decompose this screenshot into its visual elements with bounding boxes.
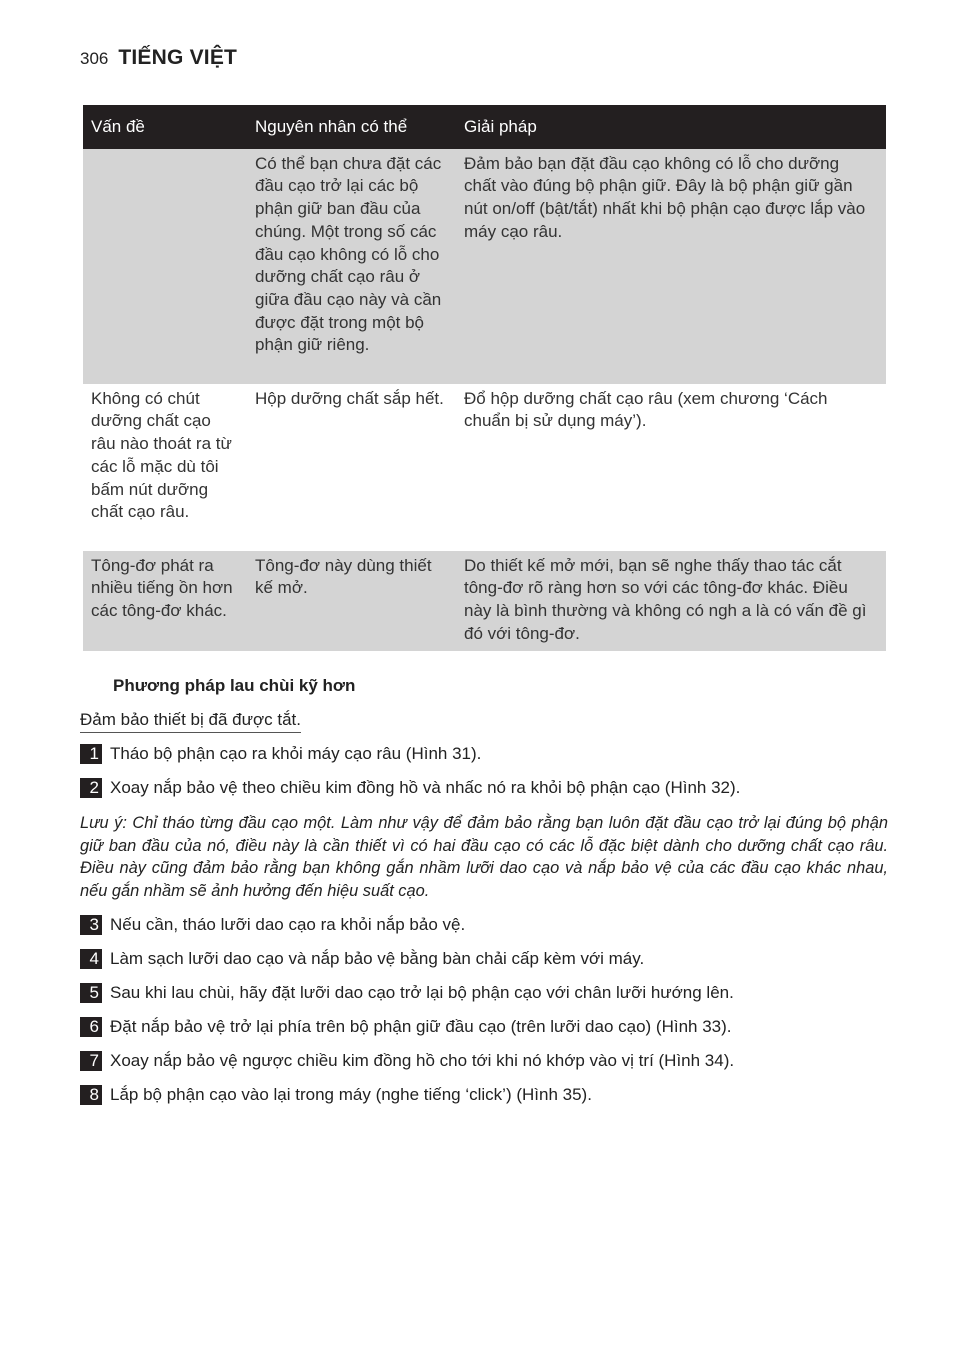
step-number: 3: [80, 915, 102, 935]
table-row: [83, 384, 886, 551]
column-header-problem: Vấn đề: [83, 105, 247, 149]
column-header-cause: Nguyên nhân có thể: [247, 105, 456, 149]
step-text: Đặt nắp bảo vệ trở lại phía trên bộ phận giữ đầu cạo (trên lưỡi dao cạo) (Hình 33).: [110, 1017, 732, 1036]
step-text: Xoay nắp bảo vệ ngược chiều kim đồng hồ cho tới khi nó khớp vào vị trí (Hình 34).: [110, 1051, 735, 1070]
table-header-row: [83, 105, 886, 149]
step-text: Lắp bộ phận cạo vào lại trong máy (nghe tiếng ‘click’) (Hình 35).: [110, 1085, 592, 1104]
problem-cell: [83, 149, 247, 384]
step-number: 6: [80, 1017, 102, 1037]
solution-cell: Đảm bảo bạn đặt đầu cạo không có lỗ cho dưỡng chất vào đúng bộ phận giữ. Đây là bộ phận giữ gần nút on/off (bật/tắt) nhất khi bộ phận cạo được lắp vào máy cạo râu.: [456, 149, 886, 384]
cause-cell: Có thể bạn chưa đặt các đầu cạo trở lại các bộ phận giữ ban đầu của chúng. Một trong số các đầu cạo không có lỗ cho dưỡng chất cạo râu ở giữa đầu cạo này và cần được đặt trong một bộ phận giữ riêng.: [247, 149, 456, 384]
step-item: [80, 983, 734, 1003]
cause-cell: Hộp dưỡng chất sắp hết.: [247, 384, 456, 551]
note-text: Lưu ý: Chỉ tháo từng đầu cạo một. Làm như vậy để đảm bảo rằng bạn luôn đặt đầu cạo trở lại đúng bộ phận giữ ban đầu của nó, điều này là cần thiết vì có hai đầu cạo có các lỗ đặc biệt dành cho dưỡng chất cạo râu. Điều này cũng đảm bảo rằng bạn không gắn nhầm lưỡi dao cạo và nắp bảo vệ của các đầu cạo khác nhau, nếu gắn nhầm sẽ ảnh hưởng đến hiệu suất cạo.: [80, 814, 888, 901]
table-row: [83, 149, 886, 384]
step-item: [80, 1085, 592, 1105]
step-item: [80, 778, 740, 798]
page-header: [80, 46, 237, 70]
problem-cell: Không có chút dưỡng chất cạo râu nào thoát ra từ các lỗ mặc dù tôi bấm nút dưỡng chất cạo râu.: [83, 384, 247, 551]
step-number: 1: [80, 744, 102, 764]
step-item: [80, 1051, 734, 1071]
problem-cell: Tông-đơ phát ra nhiều tiếng ồn hơn các tông-đơ khác.: [83, 551, 247, 651]
step-number: 8: [80, 1085, 102, 1105]
step-number: 4: [80, 949, 102, 969]
step-text: Nếu cần, tháo lưỡi dao cạo ra khỏi nắp bảo vệ.: [110, 915, 466, 934]
step-item: [80, 1017, 732, 1037]
solution-cell: Do thiết kế mở mới, bạn sẽ nghe thấy thao tác cắt tông-đơ rõ ràng hơn so với các tông-đơ khác. Điều này là bình thường và không có ngh a là có vấn đề gì đó với tông-đơ.: [456, 551, 886, 651]
step-item: [80, 915, 465, 935]
step-number: 5: [80, 983, 102, 1003]
column-header-solution: Giải pháp: [456, 105, 886, 149]
step-text: Xoay nắp bảo vệ theo chiều kim đồng hồ và nhấc nó ra khỏi bộ phận cạo (Hình 32).: [110, 778, 741, 797]
troubleshooting-table: [83, 105, 886, 651]
cleaning-heading: Phương pháp lau chùi kỹ hơn: [113, 676, 356, 695]
cause-cell: Tông-đơ này dùng thiết kế mở.: [247, 551, 456, 651]
solution-cell: Đổ hộp dưỡng chất cạo râu (xem chương ‘Cách chuẩn bị sử dụng máy’).: [456, 384, 886, 551]
step-text: Sau khi lau chùi, hãy đặt lưỡi dao cạo trở lại bộ phận cạo với chân lưỡi hướng lên.: [110, 983, 734, 1002]
step-text: Tháo bộ phận cạo ra khỏi máy cạo râu (Hình 31).: [110, 744, 482, 763]
step-item: [80, 949, 644, 969]
step-item: [80, 744, 481, 764]
precaution-text: Đảm bảo thiết bị đã được tắt.: [80, 710, 301, 733]
table-row: [83, 551, 886, 651]
section-title: TIẾNG VIỆT: [118, 46, 238, 69]
page-number: 306: [80, 49, 109, 68]
step-number: 2: [80, 778, 102, 798]
step-number: 7: [80, 1051, 102, 1071]
step-text: Làm sạch lưỡi dao cạo và nắp bảo vệ bằng bàn chải cấp kèm với máy.: [110, 949, 645, 968]
